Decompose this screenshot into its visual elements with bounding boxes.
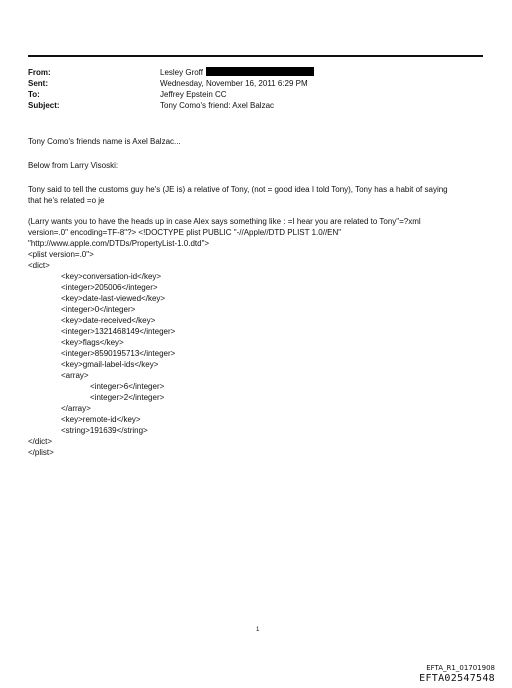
code-line: <integer>8590195713</integer> — [61, 349, 176, 358]
code-line: <integer>205006</integer> — [61, 283, 158, 292]
code-line: <array> — [61, 371, 89, 380]
to-label: To: — [28, 90, 40, 99]
code-line: </dict> — [28, 437, 53, 446]
code-line: <key>gmail-label-ids</key> — [61, 360, 159, 369]
subject-label: Subject: — [28, 101, 60, 110]
bates-number-small: EFTA_R1_01701908 — [426, 664, 495, 672]
sent-label: Sent: — [28, 79, 48, 88]
code-line: <key>flags</key> — [61, 338, 124, 347]
header-rule — [28, 55, 483, 57]
subject-value: Tony Como's friend: Axel Balzac — [160, 101, 275, 110]
code-line: <string>191639</string> — [61, 426, 148, 435]
bates-number-large: EFTA02547548 — [419, 673, 495, 684]
code-line: <key>remote-id</key> — [61, 415, 141, 424]
from-row — [28, 67, 488, 78]
email-body — [28, 136, 488, 458]
to-value: Jeffrey Epstein CC — [160, 90, 227, 99]
to-row — [28, 89, 488, 100]
subject-row — [28, 100, 488, 111]
sent-row — [28, 78, 488, 89]
from-label: From: — [28, 68, 51, 77]
code-line: <key>date-received</key> — [61, 316, 156, 325]
page-number: 1 — [256, 627, 260, 633]
code-line: </array> — [61, 404, 91, 413]
code-line: <dict> — [28, 261, 50, 270]
code-line: <key>conversation-id</key> — [61, 272, 162, 281]
code-line: <integer>1321468149</integer> — [61, 327, 176, 336]
code-line: <integer>2</integer> — [90, 393, 165, 402]
redaction-block — [206, 67, 314, 76]
body-paragraph-1: Tony Como's friends name is Axel Balzac... — [28, 137, 181, 146]
plist-code-block — [28, 249, 488, 458]
code-line: <integer>0</integer> — [61, 305, 136, 314]
sent-value: Wednesday, November 16, 2011 6:29 PM — [160, 79, 308, 88]
code-line: <plist version=.0"> — [28, 250, 94, 259]
from-name: Lesley Groff — [160, 68, 203, 77]
code-line: <integer>6</integer> — [90, 382, 165, 391]
body-paragraph-3-line-1: Tony said to tell the customs guy he's (JE is) a relative of Tony, (not = good idea I told Tony), Tony has a habit of saying — [28, 185, 448, 194]
email-header — [28, 67, 488, 111]
body-paragraph-2: Below from Larry Visoski: — [28, 161, 119, 170]
code-line: <key>date-last-viewed</key> — [61, 294, 166, 303]
from-value — [160, 67, 488, 78]
code-line: </plist> — [28, 448, 54, 457]
body-paragraph-4-line-1: (Larry wants you to have the heads up in case Alex says something like : =I hear you are related to Tony"=?xml — [28, 217, 421, 226]
body-paragraph-4-line-2: version=.0" encoding=TF-8"?> <!DOCTYPE plist PUBLIC "-//Apple//DTD PLIST 1.0//EN" — [28, 228, 342, 237]
body-paragraph-3-line-2: that he's related =o je — [28, 196, 105, 205]
body-paragraph-4-line-3: "http://www.apple.com/DTDs/PropertyList-1.0.dtd"> — [28, 239, 210, 248]
